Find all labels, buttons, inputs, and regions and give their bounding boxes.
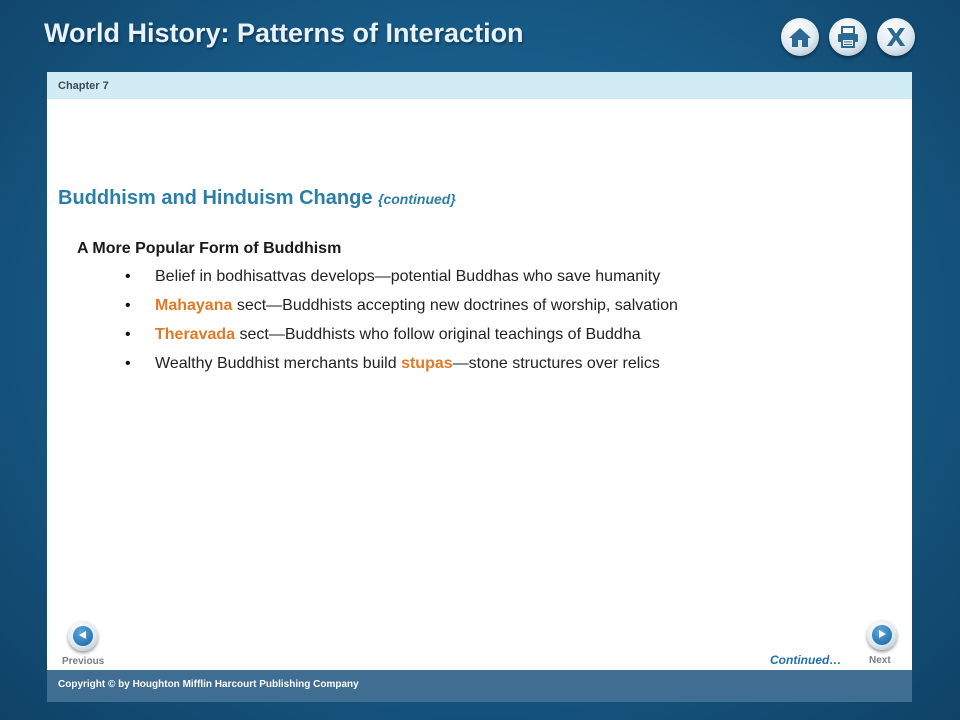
arrow-right-icon <box>877 626 887 644</box>
next-button[interactable] <box>867 620 897 650</box>
chapter-label: Chapter 7 <box>58 80 109 92</box>
bullet-text: Wealthy Buddhist merchants build <box>155 355 402 372</box>
key-term: Theravada <box>155 326 236 343</box>
continued-label: Continued… <box>770 653 842 667</box>
arrow-left-icon <box>78 627 88 645</box>
key-term: stupas <box>401 355 453 372</box>
slide-panel <box>47 72 912 670</box>
close-icon: X <box>886 22 906 52</box>
copyright-text: Copyright © by Houghton Mifflin Harcourt Publishing Company <box>58 679 359 690</box>
close-button[interactable] <box>877 18 915 56</box>
previous-label[interactable]: Previous <box>62 656 105 667</box>
slide-title <box>58 187 456 210</box>
bullet-text: sect—Buddhists who follow original teachings of Buddha <box>235 326 641 343</box>
section-subheading: A More Popular Form of Buddhism <box>77 240 342 257</box>
key-term: Mahayana <box>155 297 233 314</box>
home-icon <box>788 26 812 48</box>
slide-title-text: Buddhism and Hinduism Change <box>58 187 373 209</box>
chapter-bar <box>47 72 912 99</box>
home-button[interactable] <box>781 18 819 56</box>
next-label[interactable]: Next <box>869 655 891 666</box>
bullet-item <box>125 355 678 384</box>
bullet-text: sect—Buddhists accepting new doctrines of worship, salvation <box>232 297 678 314</box>
footer-bar <box>47 670 912 702</box>
bullet-item <box>125 268 678 297</box>
bullet-list <box>125 268 678 384</box>
app-title: World History: Patterns of Interaction <box>44 18 524 48</box>
slide-title-continued: {continued} <box>378 191 456 207</box>
bullet-item <box>125 297 678 326</box>
bullet-text: —stone structures over relics <box>452 355 660 372</box>
printer-icon <box>837 26 859 48</box>
bullet-item <box>125 326 678 355</box>
print-button[interactable] <box>829 18 867 56</box>
previous-button[interactable] <box>68 621 98 651</box>
bullet-text: Belief in bodhisattvas develops—potential Buddhas who save humanity <box>155 268 661 285</box>
